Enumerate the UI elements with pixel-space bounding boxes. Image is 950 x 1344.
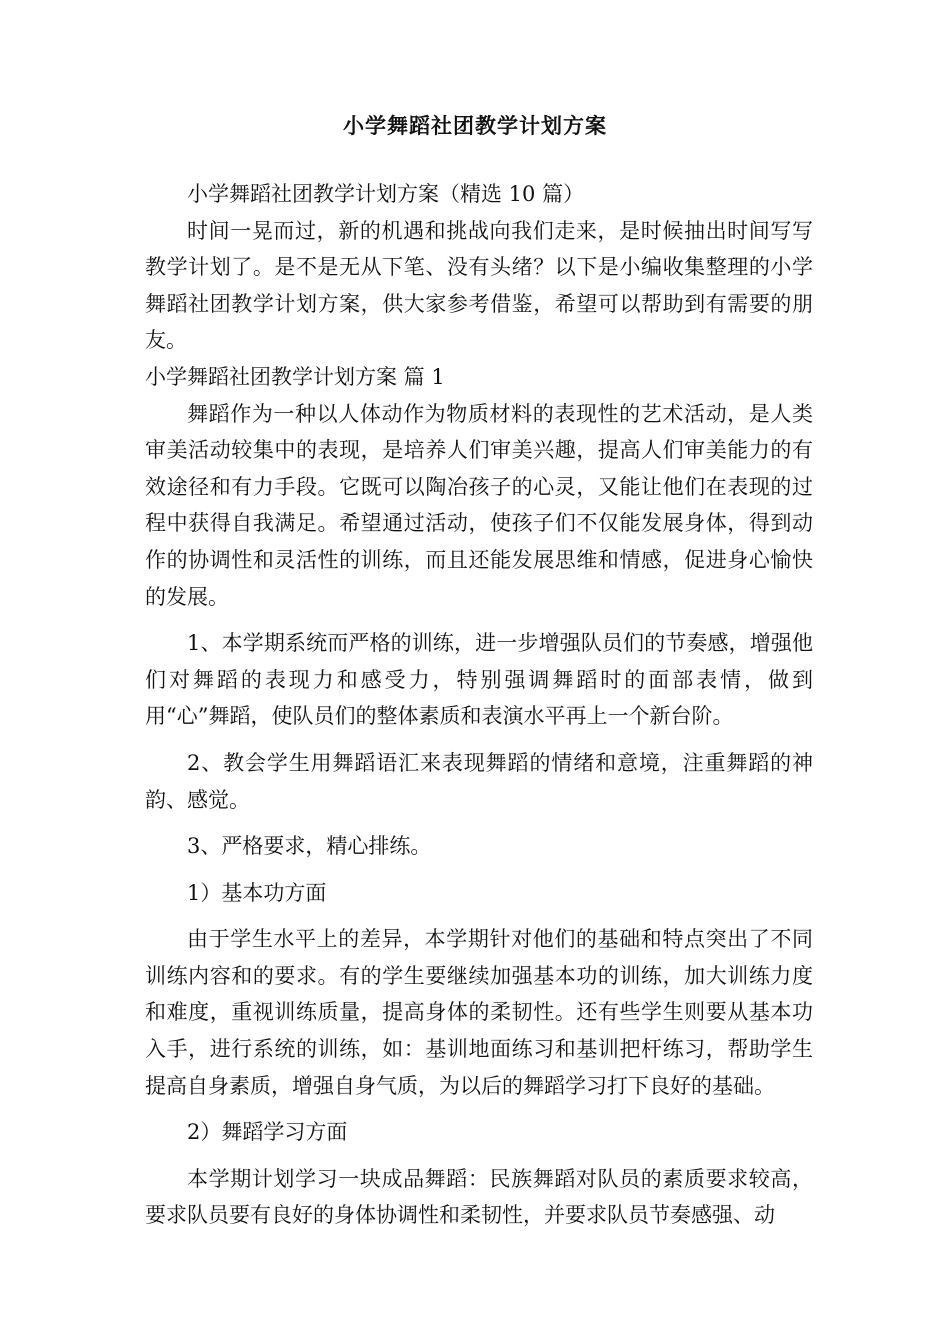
body-paragraph: 本学期计划学习一块成品舞蹈：民族舞蹈对队员的素质要求较高，要求队员要有良好的身体协调性和柔韧性，并要求队员节奏感强、动 (145, 1166, 813, 1228)
sub-heading: 1）基本功方面 (187, 880, 327, 905)
body-paragraph: 舞蹈作为一种以人体动作为物质材料的表现性的艺术活动，是人类审美活动较集中的表现，是培养人们审美兴趣，提高人们审美能力的有效途径和有力手段。它既可以陶冶孩子的心灵，又能让他们在表现的过程中获得自我满足。希望通过活动，使孩子们不仅能发展身体，得到动作的协调性和灵活性的训练，而且还能发展思维和情感，促进身心愉快的发展。 (145, 401, 813, 609)
section-heading: 小学舞蹈社团教学计划方案 篇 1 (145, 364, 445, 389)
body-paragraph: 3、严格要求，精心排练。 (187, 834, 432, 859)
body-paragraph: 1、本学期系统而严格的训练，进一步增强队员们的节奏感，增强他们对舞蹈的表现力和感受力，特别强调舞蹈时的面部表情，做到用“心”舞蹈，使队员们的整体素质和表演水平再上一个新台阶。 (145, 631, 813, 729)
document-body (145, 176, 813, 1234)
document-title: 小学舞蹈社团教学计划方案 (343, 113, 607, 138)
sub-heading: 2）舞蹈学习方面 (187, 1120, 348, 1145)
body-paragraph: 由于学生水平上的差异，本学期针对他们的基础和特点突出了不同训练内容和的要求。有的学生要继续加强基本功的训练，加大训练力度和难度，重视训练质量，提高身体的柔韧性。还有些学生则要从基本功入手，进行系统的训练，如：基训地面练习和基训把杆练习，帮助学生提高自身素质，增强自身气质，为以后的舞蹈学习打下良好的基础。 (145, 927, 813, 1098)
body-paragraph: 2、教会学生用舞蹈语汇来表现舞蹈的情绪和意境，注重舞蹈的神韵、感觉。 (145, 750, 813, 812)
document-subtitle: 小学舞蹈社团教学计划方案（精选 10 篇） (187, 182, 585, 206)
intro-paragraph: 时间一晃而过，新的机遇和挑战向我们走来，是时候抽出时间写写教学计划了。是不是无从下笔、没有头绪？以下是小编收集整理的小学舞蹈社团教学计划方案，供大家参考借鉴，希望可以帮助到有需要的朋友。 (145, 218, 813, 353)
